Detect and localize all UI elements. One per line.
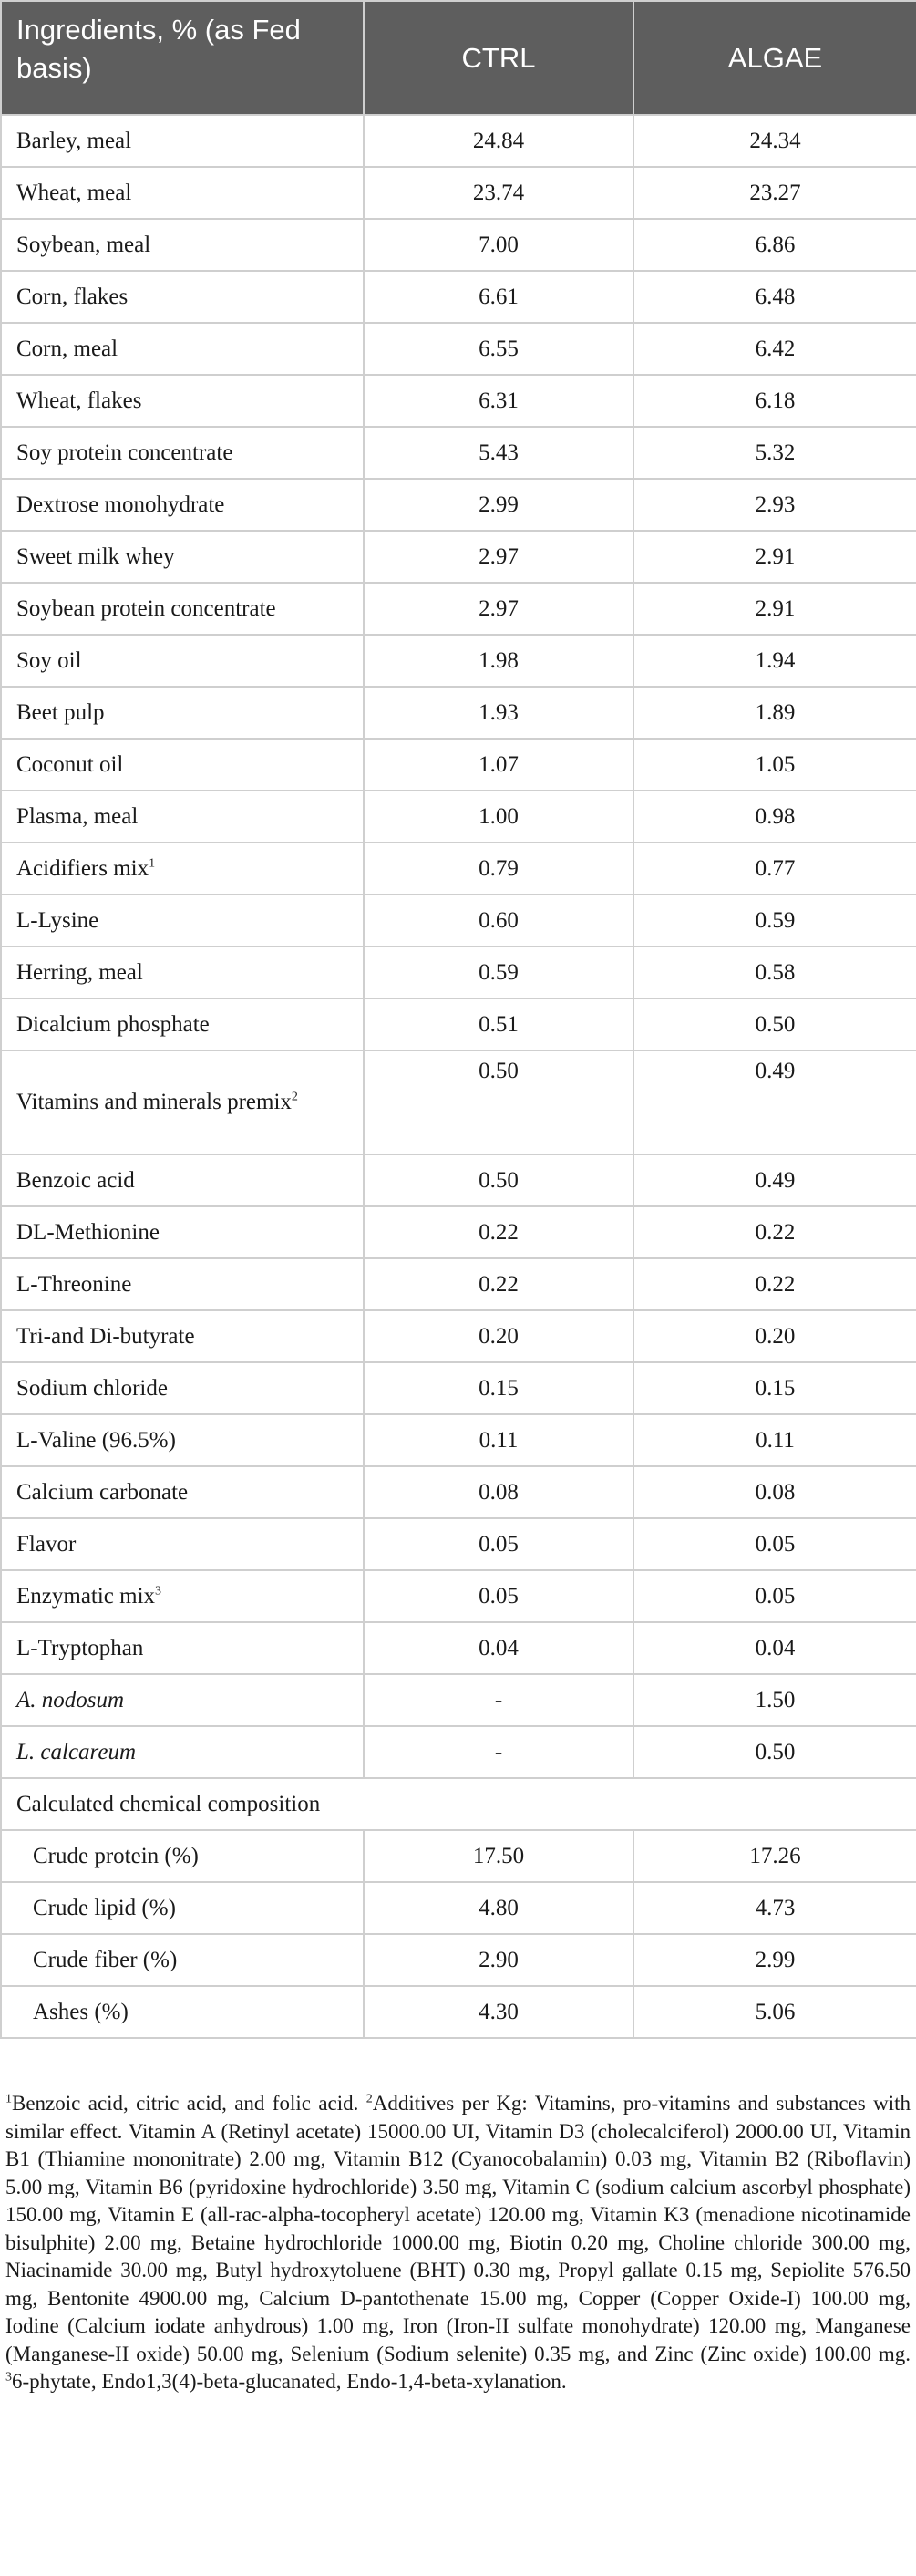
algae-value-cell: 0.22 [633, 1206, 916, 1258]
header-ctrl: CTRL [364, 1, 633, 115]
table-row [1, 687, 916, 739]
ingredient-label: Crude lipid (%) [33, 1895, 176, 1920]
ingredient-label: Ashes (%) [33, 1999, 129, 2024]
ingredient-label: Vitamins and minerals premix [16, 1090, 292, 1114]
ctrl-value-cell: 5.43 [364, 427, 633, 479]
ctrl-value-cell: 0.60 [364, 895, 633, 947]
ingredient-cell [1, 1206, 364, 1258]
algae-value-cell: 0.59 [633, 895, 916, 947]
algae-value-cell: 0.08 [633, 1466, 916, 1518]
ingredient-cell [1, 1258, 364, 1310]
table-row [1, 739, 916, 791]
table-row [1, 1726, 916, 1778]
table-row [1, 1154, 916, 1206]
algae-value-cell: 0.77 [633, 843, 916, 895]
ingredient-label: Dextrose monohydrate [16, 491, 225, 517]
table-row [1, 1258, 916, 1310]
table-row [1, 1414, 916, 1466]
ctrl-value-cell: 6.31 [364, 375, 633, 427]
ingredient-cell [1, 791, 364, 843]
ingredient-cell [1, 687, 364, 739]
algae-value-cell: 2.93 [633, 479, 916, 531]
ctrl-value-cell: 2.97 [364, 583, 633, 635]
ingredient-label: Soy oil [16, 647, 82, 673]
ingredient-label: Dicalcium phosphate [16, 1011, 210, 1037]
ingredient-label: Corn, meal [16, 336, 118, 361]
ingredient-label: Crude fiber (%) [33, 1947, 178, 1972]
footnote-marker: 2 [365, 2092, 373, 2106]
table-row [1, 531, 916, 583]
ingredient-cell [1, 1414, 364, 1466]
ingredient-cell [1, 583, 364, 635]
ctrl-value-cell: 6.55 [364, 323, 633, 375]
ctrl-value-cell: 17.50 [364, 1830, 633, 1882]
ingredient-label: Barley, meal [16, 128, 132, 153]
algae-value-cell: 0.05 [633, 1570, 916, 1622]
algae-value-cell: 2.91 [633, 583, 916, 635]
ingredient-label: Sweet milk whey [16, 543, 175, 569]
algae-value-cell: 0.22 [633, 1258, 916, 1310]
ctrl-value-cell: 2.97 [364, 531, 633, 583]
table-row [1, 1674, 916, 1726]
algae-value-cell: 24.34 [633, 115, 916, 167]
table-header-row [1, 1, 916, 115]
table-row [1, 271, 916, 323]
ingredient-label: L-Valine (96.5%) [16, 1427, 176, 1453]
algae-value-cell: 4.73 [633, 1882, 916, 1934]
ingredient-label: L-Tryptophan [16, 1635, 144, 1660]
ingredient-label: Flavor [16, 1531, 77, 1557]
algae-value-cell: 6.86 [633, 219, 916, 271]
ingredient-label: L-Threonine [16, 1271, 132, 1297]
ctrl-value-cell: 0.22 [364, 1258, 633, 1310]
ingredient-cell [1, 998, 364, 1050]
ctrl-value-cell: 0.50 [364, 1050, 633, 1154]
ingredient-label: Calcium carbonate [16, 1479, 189, 1505]
algae-value-cell: 1.94 [633, 635, 916, 687]
ingredient-cell [1, 1362, 364, 1414]
table-row [1, 167, 916, 219]
header-ingredients: Ingredients, % (as Fed basis) [1, 1, 364, 115]
algae-value-cell: 0.98 [633, 791, 916, 843]
ingredient-label: Wheat, meal [16, 180, 132, 205]
algae-value-cell: 23.27 [633, 167, 916, 219]
algae-value-cell: 0.11 [633, 1414, 916, 1466]
ingredient-label: DL-Methionine [16, 1219, 160, 1245]
ingredient-cell [1, 271, 364, 323]
ctrl-value-cell: 4.80 [364, 1882, 633, 1934]
table-body [1, 115, 916, 2038]
ingredient-label: Sodium chloride [16, 1375, 168, 1401]
ingredient-cell [1, 1310, 364, 1362]
ingredient-cell [1, 1466, 364, 1518]
ingredient-cell [1, 479, 364, 531]
ctrl-value-cell: 0.50 [364, 1154, 633, 1206]
table-row [1, 1362, 916, 1414]
algae-value-cell: 0.04 [633, 1622, 916, 1674]
ingredient-label: Soy protein concentrate [16, 440, 233, 465]
footnote-text: Benzoic acid, citric acid, and folic acid. [12, 2092, 366, 2115]
ingredient-label: Corn, flakes [16, 284, 129, 309]
ingredient-label: A. nodosum [16, 1687, 125, 1712]
table-row [1, 1466, 916, 1518]
ctrl-value-cell: 0.05 [364, 1518, 633, 1570]
algae-value-cell: 2.91 [633, 531, 916, 583]
ctrl-value-cell: 0.04 [364, 1622, 633, 1674]
ctrl-value-cell: 2.99 [364, 479, 633, 531]
ingredient-cell [1, 1050, 364, 1154]
ingredient-cell [1, 1518, 364, 1570]
ctrl-value-cell: - [364, 1674, 633, 1726]
ingredient-label: Soybean, meal [16, 232, 151, 257]
algae-value-cell: 0.49 [633, 1050, 916, 1154]
ingredient-label: L. calcareum [16, 1739, 136, 1764]
table-row [1, 1518, 916, 1570]
ctrl-value-cell: 0.05 [364, 1570, 633, 1622]
footnote-text: 6-phytate, Endo1,3(4)-beta-glucanated, Endo-1,4-beta-xylanation. [12, 2370, 567, 2393]
ingredient-cell [1, 1674, 364, 1726]
ingredient-cell [1, 895, 364, 947]
table-row [1, 219, 916, 271]
ctrl-value-cell: 0.59 [364, 947, 633, 998]
algae-value-cell: 6.42 [633, 323, 916, 375]
ctrl-value-cell: 0.51 [364, 998, 633, 1050]
ingredient-label: Benzoic acid [16, 1167, 135, 1193]
table-row [1, 1050, 916, 1154]
table-row [1, 1622, 916, 1674]
ingredient-label: Wheat, flakes [16, 388, 142, 413]
algae-value-cell: 0.49 [633, 1154, 916, 1206]
table-row [1, 1830, 916, 1882]
algae-value-cell: 5.06 [633, 1986, 916, 2038]
header-algae: ALGAE [633, 1, 916, 115]
ctrl-value-cell: 0.20 [364, 1310, 633, 1362]
ctrl-value-cell: 7.00 [364, 219, 633, 271]
section-title: Calculated chemical composition [1, 1778, 916, 1830]
footnote-marker: 1 [5, 2092, 12, 2106]
ctrl-value-cell: 2.90 [364, 1934, 633, 1986]
ingredient-cell [1, 427, 364, 479]
ingredient-label: Herring, meal [16, 959, 143, 985]
table-row [1, 843, 916, 895]
table-row [1, 1882, 916, 1934]
ingredient-label: Crude protein (%) [33, 1843, 199, 1868]
ingredient-cell [1, 1986, 364, 2038]
ctrl-value-cell: 1.98 [364, 635, 633, 687]
ctrl-value-cell: - [364, 1726, 633, 1778]
table-row [1, 1310, 916, 1362]
ingredient-cell [1, 1934, 364, 1986]
algae-value-cell: 0.58 [633, 947, 916, 998]
ingredient-label: Beet pulp [16, 699, 105, 725]
ctrl-value-cell: 6.61 [364, 271, 633, 323]
ctrl-value-cell: 23.74 [364, 167, 633, 219]
ctrl-value-cell: 1.07 [364, 739, 633, 791]
ingredient-label: Plasma, meal [16, 803, 139, 829]
table-row [1, 479, 916, 531]
algae-value-cell: 1.05 [633, 739, 916, 791]
ingredient-label: Coconut oil [16, 751, 124, 777]
footnote-text: Additives per Kg: Vitamins, pro-vitamins and substances with similar effect. Vitamin A (Retinyl acetate) 15000.00 UI, Vitamin D3 (cholecalciferol) 2000.00 UI, Vitamin B1 (Thiamine mononitrate) 2.00 mg, Vitamin B12 (Cyanocobalamin) 0.03 mg, Vitamin B2 (Riboflavin) 5.00 mg, Vitamin B6 (pyridoxine hydrochloride) 3.50 mg, Vitamin C (sodium calcium ascorbyl phosphate) 150.00 mg, Vitamin E (all-rac-alpha-tocopheryl acetate) 120.00 mg, Vitamin K3 (menadione nicotinamide bisulphite) 2.00 mg, Betaine hydrochloride 1000.00 mg, Biotin 0.20 mg, Choline chloride 300.00 mg, Niacinamide 30.00 mg, Butyl hydroxytoluene (BHT) 0.30 mg, Propyl gallate 0.15 mg, Sepiolite 576.50 mg, Bentonite 4900.00 mg, Calcium D-pantothenate 15.00 mg, Copper (Copper Oxide-I) 100.00 mg, Iodine (Calcium iodate anhydrous) 1.00 mg, Iron (Iron-II sulfate monohydrate) 120.00 mg, Manganese (Manganese-II oxide) 50.00 mg, Selenium (Sodium selenite) 0.35 mg, and Zinc (Zinc oxide) 100.00 mg. [5, 2092, 911, 2365]
table-row [1, 1570, 916, 1622]
table-row [1, 375, 916, 427]
algae-value-cell: 0.20 [633, 1310, 916, 1362]
table-row [1, 1206, 916, 1258]
ingredient-cell [1, 1154, 364, 1206]
ctrl-value-cell: 0.79 [364, 843, 633, 895]
ingredient-cell [1, 219, 364, 271]
table-row [1, 115, 916, 167]
ctrl-value-cell: 0.15 [364, 1362, 633, 1414]
algae-value-cell: 0.15 [633, 1362, 916, 1414]
ingredient-cell [1, 739, 364, 791]
ctrl-value-cell: 24.84 [364, 115, 633, 167]
footnote-marker: 1 [149, 856, 156, 871]
ingredient-cell [1, 947, 364, 998]
table-row [1, 998, 916, 1050]
ingredient-label: Enzymatic mix [16, 1583, 156, 1609]
algae-value-cell: 0.50 [633, 1726, 916, 1778]
ctrl-value-cell: 4.30 [364, 1986, 633, 2038]
table-row [1, 427, 916, 479]
ingredient-cell [1, 1570, 364, 1622]
algae-value-cell: 1.89 [633, 687, 916, 739]
ingredient-cell [1, 635, 364, 687]
ingredient-cell [1, 323, 364, 375]
ctrl-value-cell: 0.11 [364, 1414, 633, 1466]
footnote-marker: 3 [5, 2370, 12, 2385]
table-row [1, 791, 916, 843]
ctrl-value-cell: 0.22 [364, 1206, 633, 1258]
ingredient-label: Acidifiers mix [16, 855, 149, 881]
table-row [1, 635, 916, 687]
table-row [1, 583, 916, 635]
table-row [1, 323, 916, 375]
ingredient-cell [1, 115, 364, 167]
ingredient-cell [1, 1830, 364, 1882]
ingredient-cell [1, 1622, 364, 1674]
algae-value-cell: 17.26 [633, 1830, 916, 1882]
table-row [1, 1986, 916, 2038]
table-row [1, 895, 916, 947]
algae-value-cell: 6.48 [633, 271, 916, 323]
ingredient-cell [1, 167, 364, 219]
table-row [1, 1934, 916, 1986]
ingredient-label: L-Lysine [16, 907, 99, 933]
ingredient-cell [1, 375, 364, 427]
footnote-marker: 3 [155, 1584, 162, 1598]
ctrl-value-cell: 0.08 [364, 1466, 633, 1518]
algae-value-cell: 0.50 [633, 998, 916, 1050]
ingredient-cell [1, 1726, 364, 1778]
section-header-row [1, 1778, 916, 1830]
footnote-marker: 2 [291, 1090, 298, 1104]
table-footnotes [0, 2083, 916, 2396]
ingredient-cell [1, 531, 364, 583]
ingredient-cell [1, 843, 364, 895]
table-row [1, 947, 916, 998]
algae-value-cell: 1.50 [633, 1674, 916, 1726]
ingredient-cell [1, 1882, 364, 1934]
algae-value-cell: 5.32 [633, 427, 916, 479]
algae-value-cell: 6.18 [633, 375, 916, 427]
algae-value-cell: 2.99 [633, 1934, 916, 1986]
algae-value-cell: 0.05 [633, 1518, 916, 1570]
ingredient-label: Tri-and Di-butyrate [16, 1323, 195, 1349]
ctrl-value-cell: 1.93 [364, 687, 633, 739]
ingredient-label: Soybean protein concentrate [16, 595, 276, 621]
ctrl-value-cell: 1.00 [364, 791, 633, 843]
